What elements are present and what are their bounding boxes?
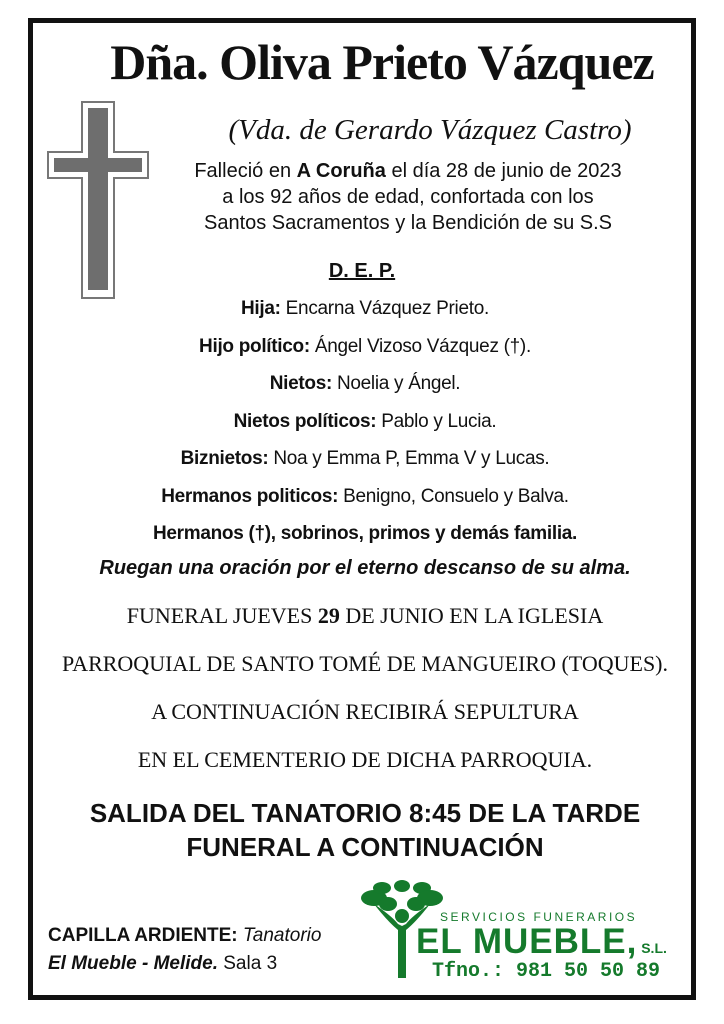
family-list — [40, 290, 690, 553]
family-row: Nietos: Noelia y Ángel. — [269, 373, 461, 394]
death-place: A Coruña — [296, 160, 386, 182]
deceased-name: Dña. Oliva Prieto Vázquez — [110, 34, 654, 90]
family-row: Hija: Encarna Vázquez Prieto. — [241, 298, 489, 319]
death-details: Falleció en A Coruña el día 28 de junio de 2023 a los 92 años de edad, confortada con los Santos Sacramentos y la Bendición de su S.S — [194, 160, 622, 234]
family-row: Hermanos (†), sobrinos, primos y demás familia. — [152, 523, 578, 544]
chapel-info: CAPILLA ARDIENTE: Tanatorio El Mueble - Melide. Sala 3 — [48, 925, 322, 974]
dep-heading: D. E. P. — [328, 260, 396, 282]
services-label: SERVICIOS FUNERARIOS — [440, 910, 638, 924]
family-row: Hermanos politicos: Benigno, Consuelo y Balva. — [161, 485, 569, 507]
phone-number: Tfno.: 981 50 50 89 — [432, 960, 661, 983]
widow-of: (Vda. de Gerardo Vázquez Castro) — [228, 114, 632, 146]
prayer-text: Ruegan una oración por el eterno descanso de su alma. — [99, 557, 631, 579]
family-row: Biznietos: Noa y Emma P, Emma V y Lucas. — [180, 448, 550, 469]
departure-info: SALIDA DEL TANATORIO 8:45 DE LA TARDE FUNERAL A CONTINUACIÓN — [89, 798, 641, 862]
family-row: Nietos políticos: Pablo y Lucia. — [233, 410, 497, 432]
brand-name: EL MUEBLE, S.L. — [416, 922, 667, 961]
funeral-details: FUNERAL JUEVES 29 DE JUNIO EN LA IGLESIA PARROQUIAL DE SANTO TOMÉ DE MANGUEIRO (TOQUES). A CONTINUACIÓN RECIBIRÁ SEPULTURA EN EL CEMENTERIO DE DICHA PARROQUIA. — [61, 603, 669, 772]
funeral-home-logo — [360, 876, 690, 986]
family-row: Hijo político: Ángel Vizoso Vázquez (†). — [199, 335, 531, 357]
cross-icon — [46, 100, 150, 300]
